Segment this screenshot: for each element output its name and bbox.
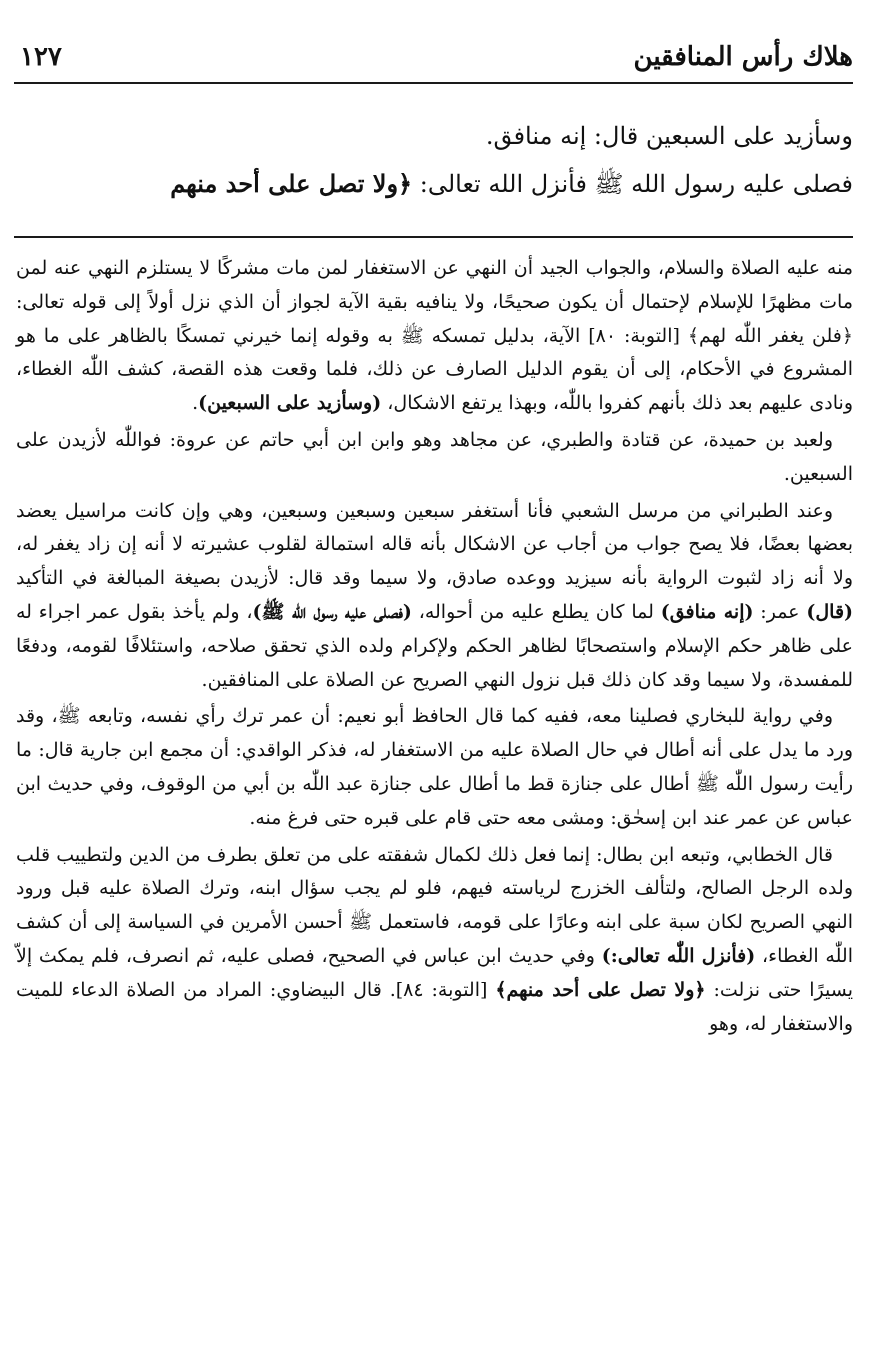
p1-text-1: منه عليه الصلاة والسلام، والجواب الجيد أن النهي عن الاستغفار لمن مات مشركًا لا يستلزم النهي عنه لمن مات مظهرًا للإسلام لإحتمال أن يكون صحيحًا، ولا ينافيه بقية الآية لجواز أن الذي نزل أولاً إلى قوله تعالى: ﴿فلن يغفر اللّٰه لهم﴾ [التوبة: ٨٠] الآية، بدليل تمسكه ﷺ به وقوله إنما خيرني تمسكًا بالظاهر على ما هو المشروع في الأحكام، إلى أن يقوم الدليل الصارف عن ذلك، فلما وقعت هذه القصة، كشف اللّٰه الغطاء، ونادى عليهم بعد ذلك بأنهم كفروا باللّٰه، وبهذا يرتفع الاشكال،: [16, 257, 853, 415]
p1-text-2: .: [192, 392, 199, 415]
p5-bold-1: (فأنزل اللّٰه تعالى:): [601, 944, 756, 967]
commentary-paragraph-1: [16, 252, 853, 421]
hadith-line-1: وسأزيد على السبعين قال: إنه منافق.: [485, 122, 853, 150]
p3-text-3: لما كان يطلع عليه من أحواله،: [411, 600, 661, 623]
p3-bold-3: (فصلى عليه رسول اللّٰه ﷺ): [252, 600, 412, 623]
p3-text-1: وعند الطبراني من مرسل الشعبي فأنا أستغفر سبعين وسبعين وسبعين، وهي وإن كانت مراسيل يعضد بعضها بعضًا، فلا يصح جواب من أجاب عن الاشكال بأنه قاله استمالة لقلوب عشيرته لا أنه إن زاد يغفر له، ولا أنه زاد لثبوت الرواية بأنه سيزيد ووعده صادق، ولا سيما وقد قال: لأزيدن بصيغة المبالغة في التأكيد: [16, 499, 853, 590]
p5-text-2: وفي حديث ابن عباس في الصحيح، فصلى عليه، ثم انصرف، فلم يمكث إلاّ يسيرًا حتى نزلت:: [16, 944, 853, 1001]
p3-bold-2: (إنه منافق): [660, 600, 754, 623]
p5-text-3: [التوبة: ٨٤]. قال البيضاوي: المراد من الصلاة الدعاء للميت والاستغفار له، وهو: [16, 978, 853, 1035]
page-number: ١٢٧: [20, 42, 62, 72]
page-header: [14, 38, 853, 84]
hadith-text: [14, 112, 853, 208]
commentary-paragraph-3: [16, 495, 853, 698]
text-divider: [14, 236, 853, 238]
p3-text-2: عمر:: [753, 600, 807, 623]
p1-bold-1: (وسأزيد على السبعين): [198, 392, 382, 415]
commentary-paragraph-4: وفي رواية للبخاري فصلينا معه، ففيه كما قال الحافظ أبو نعيم: أن عمر ترك رأي نفسه، وتابعه ﷺ، وقد ورد ما يدل على أنه أطال في حال الصلاة عليه من الاستغفار له، فذكر الواقدي: أن مجمع ابن جارية قال: ما رأيت رسول اللّٰه ﷺ أطال على جنازة قط ما أطال على جنازة عبد اللّٰه بن أبي من الوقوف، وفي حديث ابن عباس عن عمر عند ابن إسحٰق: ومشى معه حتى قام على قبره حتى فرغ منه.: [16, 705, 853, 829]
hadith-line-2-text: فصلى عليه رسول الله ﷺ فأنزل الله تعالى:: [412, 170, 853, 198]
hadith-line-2: [14, 160, 853, 208]
commentary-section: [16, 252, 853, 1044]
commentary-paragraph-2: ولعبد بن حميدة، عن قتادة والطبري، عن مجاهد وهو وابن ابن أبي حاتم عن عروة: فواللّٰه لأزيدن على السبعين.: [16, 428, 853, 485]
p3-bold-1: (قال): [806, 600, 854, 623]
p3-text-4: ، ولم يأخذ بقول عمر اجراء له على ظاهر حكم الإسلام واستصحابًا لظاهر الحكم ولإكرام ولده الذي تحقق صلاحه، واستئلافًا لقومه، ودفعًا للمفسدة، ولا سيما وقد كان ذلك قبل نزول النهي الصريح عن الصلاة على المنافقين.: [16, 600, 853, 691]
running-title: هلاك رأس المنافقين: [633, 42, 853, 72]
p5-bold-2: ﴿ولا تصل على أحد منهم﴾: [495, 978, 706, 1001]
commentary-paragraph-5: [16, 839, 853, 1042]
p5-text-1: قال الخطابي، وتبعه ابن بطال: إنما فعل ذلك لكمال شفقته على من تعلق بطرف من الدين ولتطييب قلب ولده الرجل الصالح، ولتألف الخزرج لرياسته فيهم، فلو لم يجب سؤال ابنه، وترك الصلاة عليه قبل ورود النهي الصريح لكان سبة على ابنه وعارًا على قومه، فاستعمل ﷺ أحسن الأمرين في السياسة إلى أن كشف اللّٰه الغطاء،: [16, 843, 853, 967]
hadith-verse-quote: ﴿ولا تصل على أحد منهم: [170, 169, 413, 198]
